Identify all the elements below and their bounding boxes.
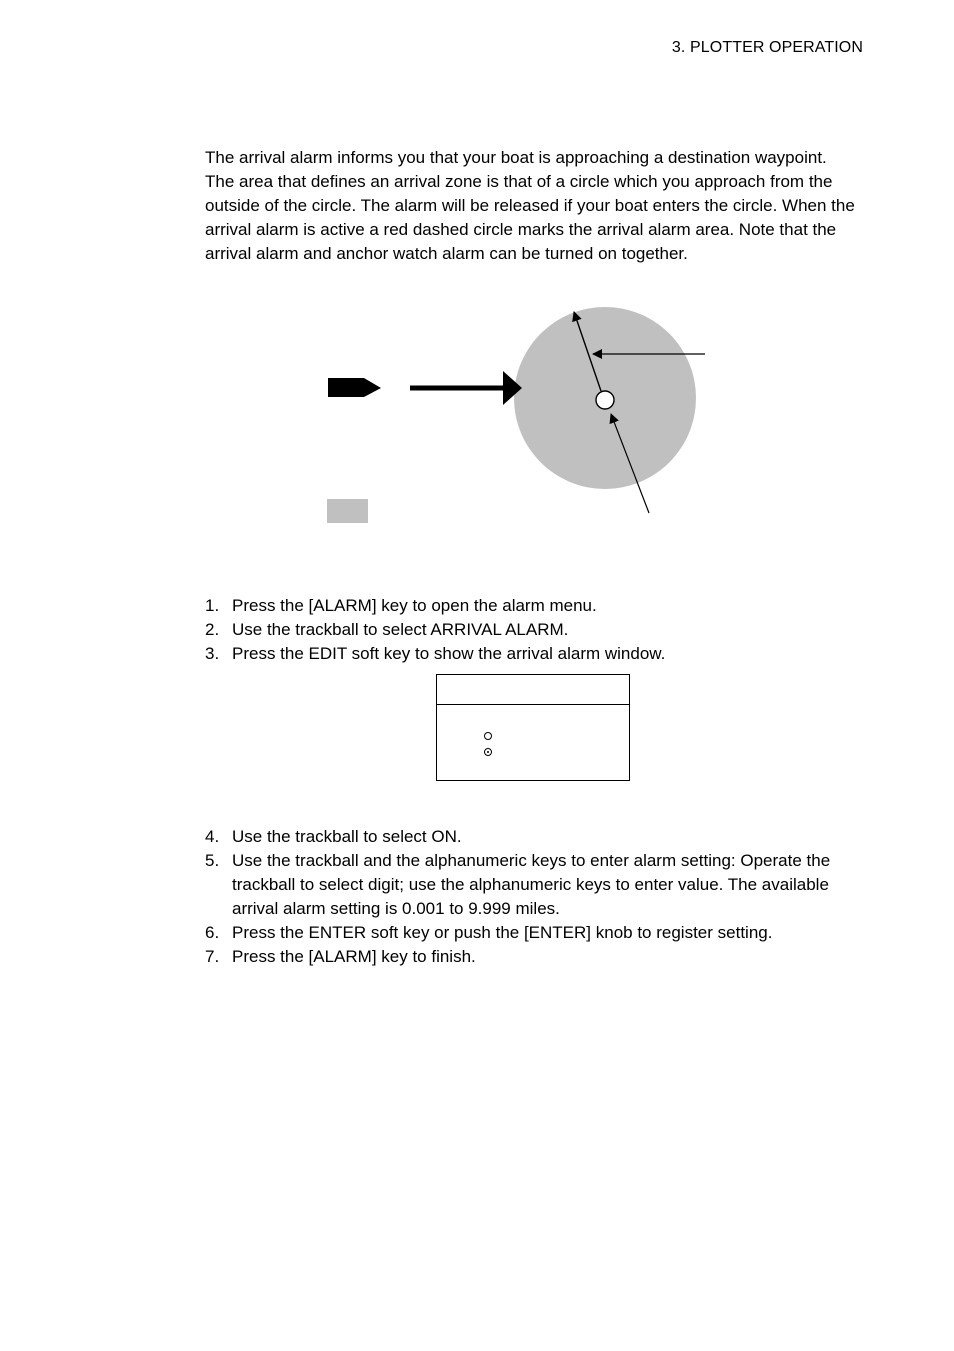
- arrival-alarm-window: [436, 674, 630, 781]
- step-item: 1. Press the [ALARM] key to open the alarm menu.: [205, 596, 597, 615]
- intro-paragraph: The arrival alarm informs you that your boat is approaching a destination waypoint. The area that defines an arrival zone is that of a circle which you approach from the outside of the circle. The alarm will be released if your boat enters the circle. When the arrival alarm is active a red dashed circle marks the arrival alarm area. Note that the arrival alarm and anchor watch alarm can be turned on together.: [205, 148, 855, 263]
- on-radio-button[interactable]: [484, 748, 492, 756]
- arrival-alarm-diagram: [300, 300, 760, 540]
- step-item: 7. Press the [ALARM] key to finish.: [205, 947, 476, 966]
- step-item: 2. Use the trackball to select ARRIVAL ALARM.: [205, 620, 569, 639]
- procedure-steps-1: [205, 594, 865, 666]
- page-header: 3. PLOTTER OPERATION: [671, 39, 863, 56]
- step-item: 3. Press the EDIT soft key to show the arrival alarm window.: [205, 644, 666, 663]
- arrival-alarm-figure: [300, 300, 760, 540]
- step-item: 4. Use the trackball to select ON.: [205, 827, 462, 846]
- own-ship-icon: [328, 378, 381, 397]
- off-radio-button[interactable]: [484, 732, 492, 740]
- approach-arrow: [410, 371, 522, 405]
- step-item: 6. Press the ENTER soft key or push the [ENTER] knob to register setting.: [205, 923, 773, 942]
- procedure-steps-2: [205, 825, 865, 969]
- window-title-bar: [437, 675, 629, 705]
- alarm-area-legend-swatch: [327, 499, 368, 523]
- step-item: 5. Use the trackball and the alphanumeric keys to enter alarm setting: Operate the trackball to select digit; use the alphanumeric keys to enter value. The available arrival alarm setting is 0.001 to 9.999 miles.: [205, 851, 831, 918]
- waypoint-mark: [596, 391, 614, 409]
